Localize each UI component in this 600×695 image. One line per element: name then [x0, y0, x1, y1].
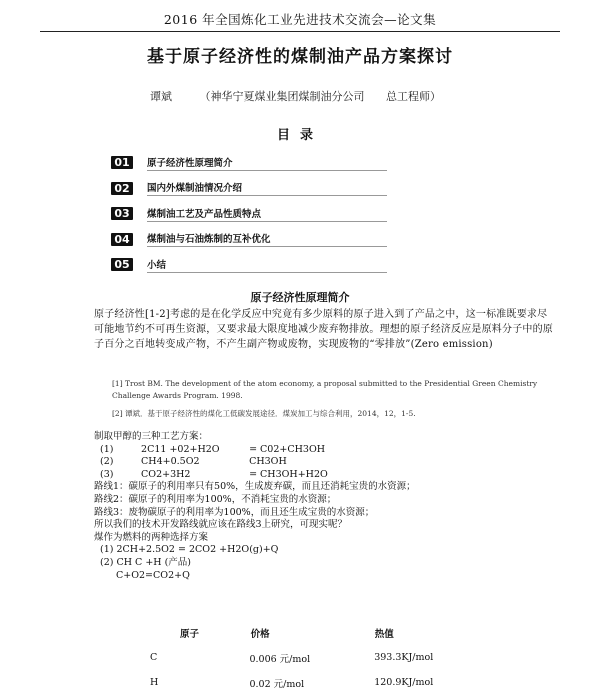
reference-2: [2] 谭斌．基于原子经济性的煤化工低碳发展途径．煤炭加工与综合利用，2014，12，1-5. — [112, 409, 416, 418]
table-row — [150, 670, 450, 695]
equation-row — [94, 468, 564, 481]
route-line: 所以我们的技术开发路线就应该在路线3上研究，可现实呢？ — [94, 519, 348, 531]
equation-rhs: = CH3OH+H2O — [249, 468, 328, 480]
equation-rhs: CH3OH — [249, 456, 287, 468]
toc-item-label: 国内外煤制油情况介绍 — [147, 180, 387, 196]
section-title: 原子经济性原理简介 — [250, 291, 350, 304]
running-header: 2016 年全国炼化工业先进技术交流会—论文集 — [163, 12, 437, 27]
equation-row — [94, 443, 564, 456]
atom-table — [150, 620, 450, 695]
author-affiliation: （神华宁夏煤业集团煤制油分公司 — [199, 90, 365, 103]
body-text — [94, 430, 564, 581]
route-line: 路线3：废物碳原子的利用率为100%，而且还生成宝贵的水资源； — [94, 506, 375, 518]
fuel-title: 煤作为燃料的两种选择方案 — [94, 531, 209, 543]
table-header-cell: 热值 — [374, 628, 394, 640]
toc-item-05[interactable] — [111, 252, 471, 278]
toc-title: 目录 — [276, 128, 323, 143]
route-line: 路线1：碳原子的利用率只有50%，生成废弃碳，而且还消耗宝贵的水资源； — [94, 481, 416, 493]
toc-item-02[interactable] — [111, 176, 471, 202]
table-cell: C — [150, 652, 158, 663]
paragraph-text: 原子经济性[1-2]考虑的是在化学反应中究竟有多少原料的原子进入到了产品之中，这一标准既要求尽可能地节约不可再生资源，又要求最大限度地减少废弃物排放。理想的原子经济反应是原料分子中的原子百分之百地转变成产物，不产生副产物或废物，实现废物的“零排放”(Zero emission) — [94, 309, 553, 350]
equation-number: (3) — [100, 468, 114, 480]
table-header-row — [150, 620, 450, 645]
toc-number-badge: 04 — [111, 233, 133, 246]
toc-number-badge: 03 — [111, 207, 133, 220]
equation-lhs: CH4+0.5O2 — [141, 456, 200, 468]
toc-item-label: 煤制油工艺及产品性质特点 — [147, 206, 387, 222]
table-header-cell: 价格 — [250, 628, 270, 640]
equation-rhs: = C02+CH3OH — [249, 443, 326, 455]
equation-lhs: 2C11 +02+H2O — [141, 443, 220, 455]
article-title: 基于原子经济性的煤制油产品方案探讨 — [147, 47, 453, 67]
table-cell: 393.3KJ/mol — [374, 652, 434, 663]
toc-item-label: 煤制油与石油炼制的互补优化 — [147, 231, 387, 247]
author-line — [150, 88, 441, 104]
table-cell: 0.02 元/mol — [249, 678, 305, 690]
header-rule — [40, 31, 560, 32]
toc-number-badge: 05 — [111, 258, 133, 271]
section-paragraph — [94, 307, 556, 352]
toc-number-badge: 01 — [111, 156, 133, 169]
toc-item-01[interactable] — [111, 150, 471, 176]
toc-number-badge: 02 — [111, 182, 133, 195]
table-cell: H — [150, 677, 159, 688]
body-intro: 制取甲醇的三种工艺方案： — [94, 431, 209, 442]
table-header-cell: 原子 — [180, 628, 200, 640]
fuel-option: (1) 2CH+2.5O2 = 2CO2 +H2O(g)+Q — [100, 544, 279, 556]
equation-lhs: CO2+3H2 — [141, 468, 191, 480]
reference-1: [1] Trost BM. The development of the atom economy, a proposal submitted to the Presidential Green Chemistry Challenge Awards Program. 1998. — [112, 379, 538, 400]
toc-item-label: 小结 — [147, 257, 387, 273]
route-line: 路线2：碳原子的利用率为100%，不消耗宝贵的水资源； — [94, 493, 337, 505]
toc-item-label: 原子经济性原理简介 — [147, 155, 387, 171]
equation-number: (1) — [100, 443, 114, 455]
table-cell: 0.006 元/mol — [249, 653, 311, 665]
table-cell: 120.9KJ/mol — [374, 677, 434, 688]
fuel-option: (2) CH C +H (产品) — [100, 556, 192, 568]
author-name: 谭斌 — [150, 90, 172, 103]
table-row — [150, 645, 450, 670]
toc-item-04[interactable] — [111, 227, 471, 253]
author-role: 总工程师） — [386, 90, 441, 103]
toc-item-03[interactable] — [111, 201, 471, 227]
equation-row — [94, 455, 564, 468]
table-of-contents — [111, 150, 471, 278]
fuel-tail: C+O2=CO2+Q — [116, 569, 190, 581]
equation-number: (2) — [100, 456, 114, 468]
